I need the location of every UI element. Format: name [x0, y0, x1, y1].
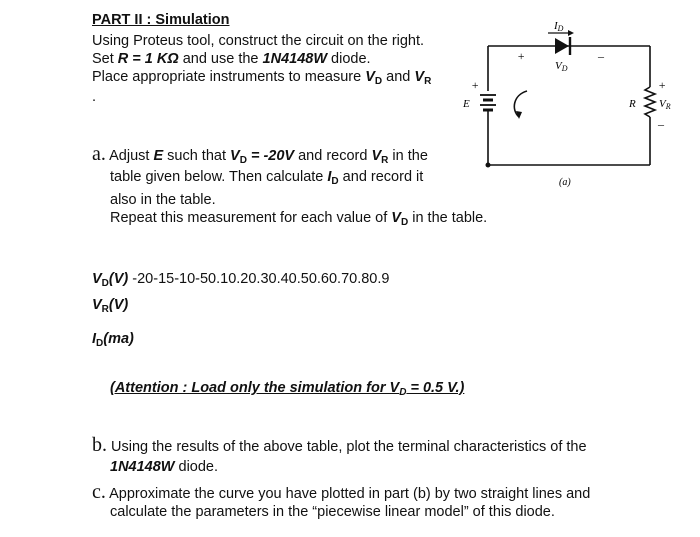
circuit-diagram: [455, 15, 695, 195]
label-id: ID: [554, 20, 564, 33]
table-row-id: $I_D(ma)$: [92, 331, 134, 349]
label-vd: VD: [555, 60, 568, 73]
part-line-3: Place appropriate instruments to measure $V_D$ and $V_R$: [92, 69, 432, 87]
figure-caption: (a): [559, 177, 571, 188]
label-e: E: [463, 98, 470, 110]
diode-symbol: [555, 38, 569, 54]
item-a-line-2: table given below. Then calculate $I_D$ and record it: [110, 169, 424, 187]
table-row-vd: $V_D(V)$ -20-15-10-50.10.20.30.40.50.60.70.80.9: [92, 271, 390, 289]
item-c-line-1: c. Approximate the curve you have plotted in part (b) by two straight lines and: [92, 481, 591, 503]
table-row-vr: $V_R(V)$: [92, 297, 129, 315]
part-line-1: Using Proteus tool, construct the circuit on the right.: [92, 33, 425, 49]
item-a-line-3: also in the table.: [110, 192, 216, 208]
item-c-line-2: calculate the parameters in the “piecewise linear model” of this diode.: [110, 504, 555, 520]
id-arrowhead: [568, 30, 574, 36]
item-a-line-1: a. Adjust E such that $V_D = -20V$ and record $V_R$ in the: [92, 143, 428, 166]
label-vd-minus: –: [598, 49, 604, 63]
battery-symbol: [480, 95, 496, 110]
part-title: PART II : Simulation: [92, 12, 230, 28]
attention-note: (Attention : Load only the simulation for $V_D = 0.5$ V.): [110, 380, 465, 398]
part-line-2: Set R = 1 KΩ and use the 1N4148W diode.: [92, 51, 371, 67]
item-b-line-2: 1N4148W diode.: [110, 459, 219, 475]
label-vd-plus: +: [517, 49, 526, 63]
junction-dot: [486, 163, 491, 168]
label-vr-minus: –: [658, 117, 664, 131]
item-a-line-4: Repeat this measurement for each value of $V_D$ in the table.: [110, 210, 488, 228]
label-vr: VR: [659, 98, 671, 111]
part-dot: .: [92, 89, 97, 105]
label-r: R: [629, 98, 636, 110]
item-b-line-1: b. Using the results of the above table, plot the terminal characteristics of the: [92, 434, 587, 456]
label-vr-plus: +: [658, 78, 667, 92]
resistor-symbol: [645, 87, 655, 117]
label-e-plus: +: [471, 78, 480, 92]
